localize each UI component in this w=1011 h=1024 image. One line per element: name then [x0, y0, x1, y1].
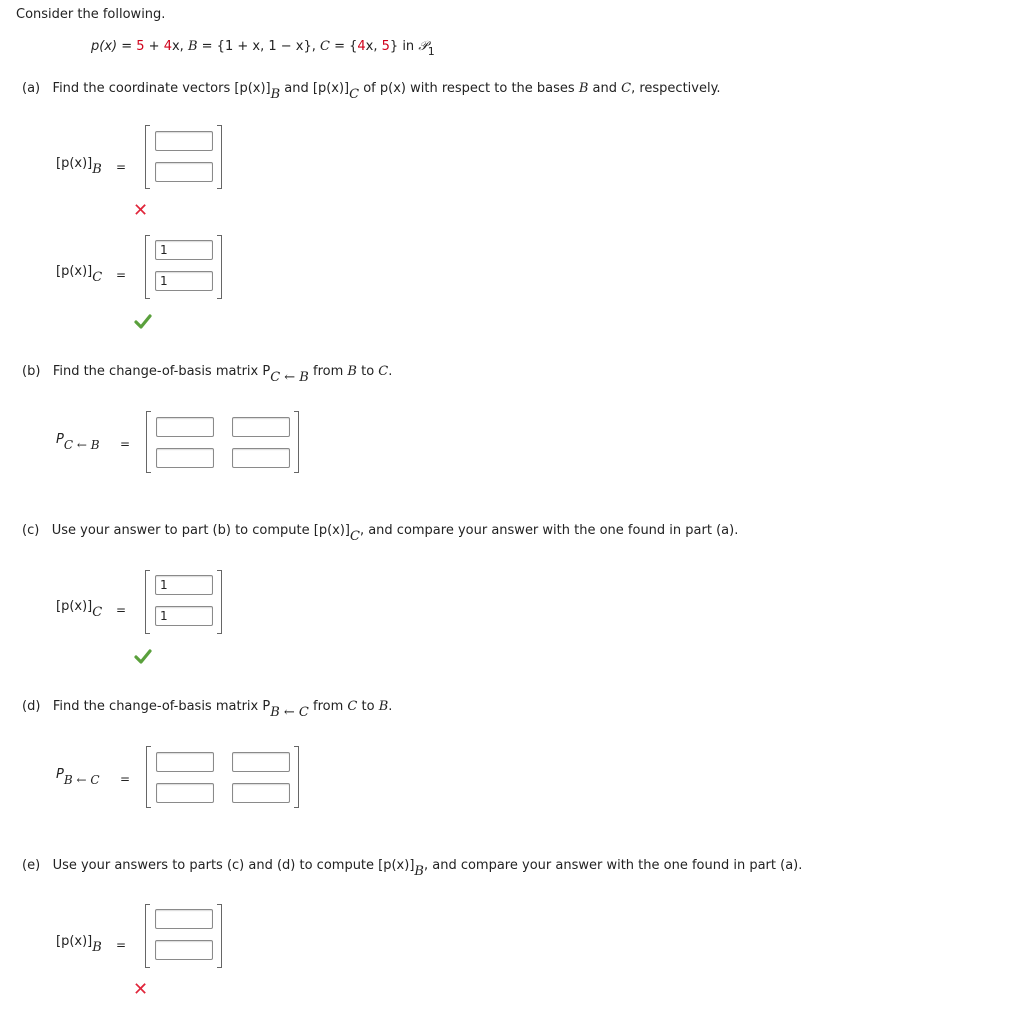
basis-c-eq: = { — [329, 39, 358, 54]
right-bracket — [294, 746, 299, 808]
part-a-and: and — [588, 81, 622, 96]
part-d-text2: from — [308, 699, 348, 714]
part-b-question — [22, 364, 393, 385]
part-e-vec-entry-2[interactable] — [155, 940, 213, 960]
part-c-text1: Use your answer to part (b) to compute [p(x)] — [51, 523, 350, 538]
left-bracket — [145, 570, 150, 634]
part-e-tag: (e) — [22, 858, 41, 873]
part-c-vec-entry-1[interactable]: 1 — [155, 575, 213, 595]
right-bracket — [217, 904, 222, 968]
p-lhs: p(x) = — [91, 39, 137, 54]
part-e-text2: , and compare your answer with the one found in part (a). — [423, 858, 803, 873]
basis-b-set: = {1 + x, 1 − x}, — [197, 39, 320, 54]
part-b-matrix-cell-1-1[interactable] — [156, 417, 214, 437]
part-a-tag: (a) — [22, 81, 41, 96]
basis-c-end: } in — [389, 39, 419, 54]
part-d-matrix-cell-1-1[interactable] — [156, 752, 214, 772]
equals-sign: = — [116, 603, 127, 617]
part-d-question — [22, 699, 393, 720]
part-b-matrix-label: PC ← B — [56, 432, 100, 452]
part-b-from: B — [347, 364, 357, 379]
part-a-vecb-entry-1[interactable] — [155, 131, 213, 151]
basis-b-label: B — [187, 39, 198, 54]
part-a-text3: of p(x) with respect to the bases — [359, 81, 579, 96]
right-bracket — [217, 235, 222, 299]
part-a-sub1: B — [270, 87, 281, 102]
equals-sign: = — [120, 437, 131, 451]
part-c-vec-entry-2[interactable]: 1 — [155, 606, 213, 626]
part-a-vecc-entry-1[interactable]: 1 — [155, 240, 213, 260]
part-a-vecc-label: [p(x)]C — [56, 264, 103, 285]
intro-text: Consider the following. — [16, 7, 166, 22]
x-mark-icon: ✕ — [133, 200, 149, 221]
part-d-end: . — [388, 699, 393, 714]
part-c-text2: , and compare your answer with the one found in part (a). — [359, 523, 739, 538]
part-a-c: C — [621, 81, 632, 96]
part-d-matrix-label: PB ← C — [56, 767, 100, 787]
check-mark-icon — [134, 313, 152, 329]
part-b-matrix-cell-2-1[interactable] — [156, 448, 214, 468]
part-a-vecb-entry-2[interactable] — [155, 162, 213, 182]
equals-sign: = — [116, 268, 127, 282]
part-d-from: C — [347, 699, 358, 714]
part-b-end: . — [388, 364, 393, 379]
part-b-text1: Find the change-of-basis matrix P — [52, 364, 271, 379]
basis-c-const: 5 — [381, 39, 390, 54]
part-b-text2: from — [308, 364, 348, 379]
equals-sign: = — [116, 938, 127, 952]
p-coef: 4 — [163, 39, 172, 54]
part-d-matrix-cell-2-2[interactable] — [232, 783, 290, 803]
part-a-vecb-label: [p(x)]B — [56, 156, 102, 177]
poly-space: 𝒫 — [418, 39, 428, 54]
basis-c-label: C — [320, 39, 330, 54]
equals-sign: = — [116, 160, 127, 174]
equals-sign: = — [120, 772, 131, 786]
part-a-vecc-entry-2[interactable]: 1 — [155, 271, 213, 291]
part-d-tag: (d) — [22, 699, 41, 714]
right-bracket — [294, 411, 299, 473]
basis-c-mid: x, — [365, 39, 382, 54]
part-e-vec-entry-1[interactable] — [155, 909, 213, 929]
part-b-matrix-cell-1-2[interactable] — [232, 417, 290, 437]
part-e-sub: B — [414, 864, 424, 879]
part-e-vec-label: [p(x)]B — [56, 934, 102, 955]
p-plus: + — [144, 39, 164, 54]
right-bracket — [217, 570, 222, 634]
p-x: x, — [171, 39, 188, 54]
part-c-sub: C — [349, 529, 360, 544]
part-c-question — [22, 523, 739, 544]
part-b-sub: C ← B — [270, 370, 309, 385]
part-b-to-word: to — [356, 364, 379, 379]
left-bracket — [146, 411, 151, 473]
p-const: 5 — [136, 39, 145, 54]
part-d-to: B — [378, 699, 389, 714]
poly-space-sub: 1 — [427, 45, 435, 58]
part-d-text1: Find the change-of-basis matrix P — [52, 699, 271, 714]
part-e-question — [22, 858, 803, 879]
left-bracket — [146, 746, 151, 808]
part-d-matrix-cell-1-2[interactable] — [232, 752, 290, 772]
part-c-vec-label: [p(x)]C — [56, 599, 103, 620]
part-b-to: C — [378, 364, 389, 379]
part-a-text1: Find the coordinate vectors [p(x)] — [52, 81, 271, 96]
basis-c-coef: 4 — [357, 39, 366, 54]
part-d-matrix-cell-2-1[interactable] — [156, 783, 214, 803]
part-d-to-word: to — [357, 699, 379, 714]
part-a-text2: and [p(x)] — [280, 81, 350, 96]
part-a-b: B — [578, 81, 589, 96]
x-mark-icon: ✕ — [133, 979, 149, 1000]
part-b-matrix-cell-2-2[interactable] — [232, 448, 290, 468]
right-bracket — [217, 125, 222, 189]
part-a-sub2: C — [349, 87, 360, 102]
left-bracket — [145, 125, 150, 189]
part-a-question — [22, 81, 721, 102]
part-c-tag: (c) — [22, 523, 40, 538]
left-bracket — [145, 904, 150, 968]
check-mark-icon — [134, 648, 152, 664]
part-b-tag: (b) — [22, 364, 41, 379]
given-line — [91, 39, 435, 58]
part-e-text1: Use your answers to parts (c) and (d) to compute [p(x)] — [52, 858, 415, 873]
part-d-sub: B ← C — [270, 705, 309, 720]
part-a-text4: , respectively. — [631, 81, 721, 96]
left-bracket — [145, 235, 150, 299]
